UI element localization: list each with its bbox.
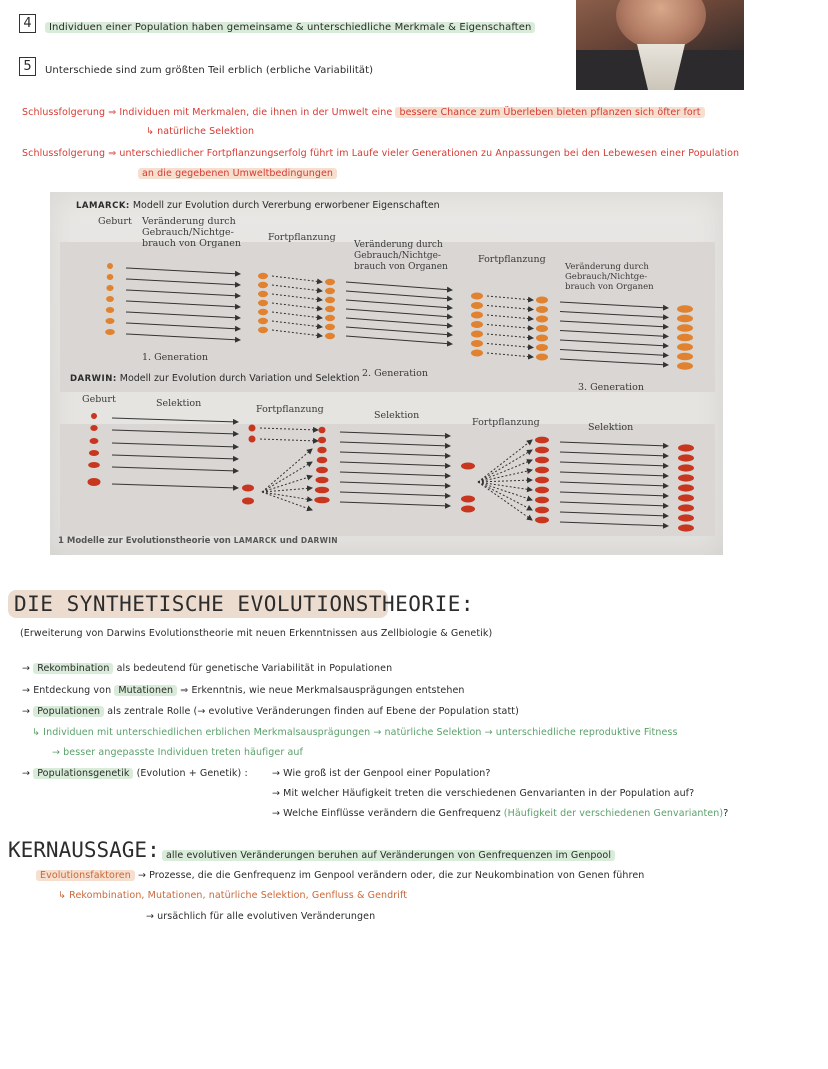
darwin-repro-arrow <box>478 482 532 500</box>
lamarck-repro-arrow <box>487 334 533 338</box>
kernaussage-statement: alle evolutiven Veränderungen beruhen auf Veränderungen von Genfrequenzen im Genpool <box>162 850 615 861</box>
darwin-selection-arrow <box>340 472 450 476</box>
darwin-gen2-dot <box>316 467 328 474</box>
item-4-number: 4 <box>19 14 36 33</box>
darwin-selection-arrow <box>560 482 668 486</box>
bullet-rekombination: → Rekombination als bedeutend für genetische Variabilität in Populationen <box>22 663 393 674</box>
lamarck-change-arrow <box>126 312 240 318</box>
darwin-survivor-large-dot <box>242 498 254 505</box>
darwin-birth-label: Geburt <box>82 394 116 405</box>
darwin-sel3-label: Selektion <box>588 422 634 433</box>
lamarck-repro2-label: Fortpflanzung <box>478 254 546 265</box>
darwin-repro-arrow <box>260 428 318 430</box>
darwin-repro-arrow <box>262 449 312 492</box>
sub-point-adapted: → besser angepasste Individuen treten häufiger auf <box>52 747 303 758</box>
conclusion-2: Schlussfolgerung ⇒ unterschiedlicher Fortpflanzungserfolg führt im Laufe vieler Generationen zu Anpassungen bei den Lebewesen einer Population <box>22 148 740 159</box>
lamarck-gen1-adult-dot <box>258 282 268 288</box>
darwin-gen2-dot <box>318 437 326 444</box>
darwin-gen3-survivor-dot <box>678 494 694 501</box>
lamarck-repro-arrow <box>272 312 322 318</box>
lamarck-change-arrow <box>346 327 452 335</box>
conclusion-1: Schlussfolgerung ⇒ Individuen mit Merkmalen, die ihnen in der Umwelt eine bessere Chance zum Überleben bieten pflanzen sich öfter fort <box>22 107 705 118</box>
lamarck-change-arrow <box>346 291 452 299</box>
darwin-selection-arrow <box>560 442 668 446</box>
item-4-text: Individuen einer Population haben gemeinsame & unterschiedliche Merkmale & Eigenschaften <box>45 22 535 33</box>
lamarck-gen1-dot <box>106 318 115 324</box>
darwin-gen3-survivor-dot <box>678 504 694 511</box>
lamarck-gen2-dot <box>325 333 335 339</box>
darwin-selection-arrow <box>340 502 450 506</box>
lamarck-gen1-label: 1. Generation <box>142 352 208 363</box>
lamarck-repro-arrow <box>272 303 322 309</box>
darwin-gen2-dot <box>317 447 326 454</box>
lamarck-repro-arrow <box>487 325 533 329</box>
lamarck-gen1-dot <box>106 296 114 302</box>
darwin-repro1-label: Fortpflanzung <box>256 404 324 415</box>
lamarck-change-arrow <box>560 350 668 356</box>
lamarck-repro-arrow <box>272 294 322 300</box>
lamarck-gen2-dot <box>325 306 335 312</box>
lamarck-gen3-adult-dot <box>677 305 693 313</box>
darwin-gen3-dot <box>535 487 549 494</box>
darwin-gen3-survivor-dot <box>678 514 694 521</box>
darwin-selection-arrow <box>560 502 668 506</box>
darwin-selection-arrow <box>112 484 238 488</box>
lamarck-gen1-adult-dot <box>258 318 268 324</box>
lamarck-change-arrow <box>126 323 240 329</box>
lamarck-change-arrow <box>346 336 452 344</box>
lamarck-change-arrow <box>346 309 452 317</box>
darwin-gen2-survivor-dot <box>461 506 475 513</box>
lamarck-repro-arrow <box>272 285 322 291</box>
darwin-sel1-label: Selektion <box>156 398 202 409</box>
item-5-text: Unterschiede sind zum größten Teil erblich (erbliche Variabilität) <box>45 65 374 76</box>
lamarck-repro-arrow <box>272 321 322 327</box>
lamarck-gen3-label: 3. Generation <box>578 382 644 393</box>
lamarck-gen3-adult-dot <box>677 343 693 351</box>
darwin-repro-arrow <box>262 492 312 510</box>
lamarck-gen3-dot <box>536 344 548 351</box>
darwin-gen3-dot <box>535 497 549 504</box>
darwin-selection-arrow <box>340 452 450 456</box>
lamarck-change-arrow <box>126 279 240 285</box>
lamarck-change-arrow <box>126 290 240 296</box>
darwin-selection-arrow <box>560 512 668 516</box>
item-5-number: 5 <box>19 57 36 76</box>
darwin-gen3-dot <box>535 437 549 444</box>
darwin-selection-arrow <box>340 462 450 466</box>
conclusion-2-cont: an die gegebenen Umweltbedingungen <box>138 168 337 179</box>
darwin-gen3-survivor-dot <box>678 454 694 461</box>
darwin-gen2-dot <box>319 427 326 434</box>
darwin-selection-arrow <box>560 522 668 526</box>
darwin-selection-arrow <box>112 430 238 434</box>
evolution-models-figure <box>50 192 723 555</box>
lamarck-change2-label: Veränderung durch Gebrauch/Nichtge- brauch von Organen <box>354 240 448 272</box>
darwin-gen1-dot <box>90 438 99 444</box>
lamarck-gen2-dot <box>325 279 335 285</box>
lamarck-gen2-adult-dot <box>471 350 483 357</box>
darwin-repro-arrow <box>478 450 532 482</box>
darwin-selection-arrow <box>112 443 238 447</box>
darwin-gen2-survivor-dot <box>461 463 475 470</box>
lamarck-gen3-adult-dot <box>677 353 693 361</box>
lamarck-repro-arrow <box>487 353 533 357</box>
darwin-gen3-dot <box>535 517 549 524</box>
lamarck-gen2-adult-dot <box>471 312 483 319</box>
question-genpool: → Wie groß ist der Genpool einer Population? <box>272 768 491 779</box>
darwin-gen1-dot <box>88 478 101 486</box>
question-frequency: → Mit welcher Häufigkeit treten die verschiedenen Genvarianten in der Population auf? <box>272 788 695 799</box>
figure-caption: 1 Modelle zur Evolutionstheorie von LAMARCK und DARWIN <box>58 536 338 546</box>
darwin-gen3-survivor-dot <box>678 444 694 451</box>
lamarck-gen1-adult-dot <box>258 309 268 315</box>
darwin-repro-arrow <box>262 462 312 492</box>
lamarck-gen3-dot <box>536 354 548 361</box>
lamarck-repro1-label: Fortpflanzung <box>268 232 336 243</box>
darwin-selection-arrow <box>560 462 668 466</box>
kernaussage-title: KERNAUSSAGE: <box>8 838 160 862</box>
lamarck-birth-label: Geburt <box>98 216 132 227</box>
question-influences: → Welche Einflüsse verändern die Genfrequenz (Häufigkeit der verschiedenen Genvarianten)? <box>272 808 729 819</box>
darwin-gen1-dot <box>89 450 99 456</box>
lamarck-gen3-dot <box>536 335 548 342</box>
lamarck-gen2-label: 2. Generation <box>362 368 428 379</box>
darwin-repro-arrow <box>478 440 532 482</box>
darwin-repro-arrow <box>478 482 532 510</box>
lamarck-gen2-adult-dot <box>471 321 483 328</box>
darwin-gen3-survivor-dot <box>678 464 694 471</box>
darwin-repro-arrow <box>260 439 318 441</box>
darwin-gen3-dot <box>535 447 549 454</box>
bullet-populationen: → Populationen als zentrale Rolle (→ evolutive Veränderungen finden auf Ebene der Population statt) <box>22 706 519 717</box>
lamarck-change-arrow <box>560 312 668 318</box>
darwin-gen1-dot <box>90 425 97 431</box>
darwin-survivor-large-dot <box>242 485 254 492</box>
lamarck-gen1-adult-dot <box>258 300 268 306</box>
evolution-diagram <box>50 192 723 555</box>
bullet-mutationen: → Entdeckung von Mutationen ⇒ Erkenntnis, wie neue Merkmalsausprägungen entstehen <box>22 685 465 696</box>
lamarck-gen3-dot <box>536 325 548 332</box>
lamarck-change-arrow <box>560 321 668 327</box>
lamarck-gen3-dot <box>536 316 548 323</box>
darwin-selection-arrow <box>340 432 450 436</box>
darwin-gen2-dot <box>314 497 329 504</box>
lamarck-gen3-dot <box>536 297 548 304</box>
portrait-photo <box>576 0 744 90</box>
darwin-gen3-dot <box>535 477 549 484</box>
darwin-sel2-label: Selektion <box>374 410 420 421</box>
lamarck-change-arrow <box>560 302 668 308</box>
lamarck-gen1-dot <box>105 329 115 335</box>
lamarck-gen2-adult-dot <box>471 331 483 338</box>
darwin-gen3-dot <box>535 507 549 514</box>
darwin-gen2-dot <box>317 457 328 464</box>
lamarck-change-arrow <box>560 331 668 337</box>
lamarck-gen2-adult-dot <box>471 293 483 300</box>
darwin-title: DARWIN: Modell zur Evolution durch Variation und Selektion <box>70 373 360 384</box>
lamarck-repro-arrow <box>487 306 533 310</box>
darwin-repro2-label: Fortpflanzung <box>472 417 540 428</box>
lamarck-change3-label: Veränderung durch Gebrauch/Nichtge- brauch von Organen <box>565 262 654 292</box>
lamarck-change-arrow <box>346 282 452 290</box>
lamarck-gen2-adult-dot <box>471 302 483 309</box>
lamarck-gen2-dot <box>325 288 335 294</box>
darwin-selection-arrow <box>112 467 238 471</box>
darwin-selection-arrow <box>112 455 238 459</box>
conclusion-1-sub: ↳ natürliche Selektion <box>146 126 255 137</box>
lamarck-gen3-adult-dot <box>677 315 693 323</box>
lamarck-change-arrow <box>126 334 240 340</box>
section-subtitle: (Erweiterung von Darwins Evolutionstheorie mit neuen Erkenntnissen aus Zellbiologie & Genetik) <box>20 628 493 639</box>
lamarck-gen1-dot <box>107 263 113 269</box>
darwin-survivor-small-dot <box>249 425 256 432</box>
lamarck-gen1-adult-dot <box>258 327 268 333</box>
darwin-selection-arrow <box>340 442 450 446</box>
darwin-gen1-dot <box>88 462 100 468</box>
darwin-selection-arrow <box>340 482 450 486</box>
darwin-repro-arrow <box>262 488 312 492</box>
lamarck-gen1-dot <box>106 285 113 291</box>
lamarck-gen3-adult-dot <box>677 362 693 370</box>
bullet-populationsgenetik: → Populationsgenetik (Evolution + Genetik) : <box>22 768 248 779</box>
darwin-gen3-survivor-dot <box>678 524 694 531</box>
evolutionsfaktoren-list: ↳ Rekombination, Mutationen, natürliche Selektion, Genfluss & Gendrift <box>58 890 408 901</box>
darwin-selection-arrow <box>560 472 668 476</box>
lamarck-repro-arrow <box>272 330 322 336</box>
lamarck-change1-label: Veränderung durch Gebrauch/Nichtge- brauch von Organen <box>142 216 242 249</box>
evolutionsfaktoren-cause: → ursächlich für alle evolutiven Veränderungen <box>146 911 376 922</box>
lamarck-repro-arrow <box>487 344 533 348</box>
lamarck-change-arrow <box>560 359 668 365</box>
darwin-gen1-dot <box>91 413 97 419</box>
darwin-gen3-dot <box>535 467 549 474</box>
lamarck-gen1-dot <box>106 307 114 313</box>
lamarck-change-arrow <box>346 300 452 308</box>
lamarck-repro-arrow <box>487 315 533 319</box>
darwin-selection-arrow <box>340 492 450 496</box>
darwin-gen3-dot <box>535 457 549 464</box>
evolutionsfaktoren-line: Evolutionsfaktoren → Prozesse, die die Genfrequenz im Genpool verändern oder, die zur Neukombination von Genen führen <box>36 870 644 881</box>
darwin-repro-arrow <box>262 492 312 500</box>
darwin-repro-arrow <box>478 460 532 482</box>
darwin-selection-arrow <box>560 492 668 496</box>
lamarck-title: LAMARCK: Modell zur Evolution durch Vererbung erworbener Eigenschaften <box>76 200 440 211</box>
lamarck-gen3-adult-dot <box>677 324 693 332</box>
lamarck-gen3-adult-dot <box>677 334 693 342</box>
lamarck-gen1-adult-dot <box>258 273 268 279</box>
darwin-selection-arrow <box>112 418 238 422</box>
lamarck-repro-arrow <box>487 296 533 300</box>
darwin-gen3-survivor-dot <box>678 474 694 481</box>
lamarck-gen1-dot <box>107 274 114 280</box>
darwin-gen2-dot <box>316 477 329 484</box>
lamarck-change-arrow <box>126 301 240 307</box>
lamarck-gen2-adult-dot <box>471 340 483 347</box>
lamarck-change-arrow <box>560 340 668 346</box>
lamarck-gen2-dot <box>325 324 335 330</box>
darwin-gen3-survivor-dot <box>678 484 694 491</box>
lamarck-gen3-dot <box>536 306 548 313</box>
lamarck-repro-arrow <box>272 276 322 282</box>
darwin-repro-arrow <box>478 482 532 520</box>
darwin-survivor-small-dot <box>249 436 256 443</box>
section-title: DIE SYNTHETISCHE EVOLUTIONSTHEORIE: <box>14 592 475 616</box>
lamarck-gen2-dot <box>325 315 335 321</box>
darwin-selection-arrow <box>560 452 668 456</box>
darwin-gen2-dot <box>315 487 329 494</box>
sub-point-selection: ↳ Individuen mit unterschiedlichen erblichen Merkmalsausprägungen → natürliche Selektion → unterschiedliche reproduktive Fitness <box>32 727 678 738</box>
lamarck-change-arrow <box>126 268 240 274</box>
lamarck-gen1-adult-dot <box>258 291 268 297</box>
lamarck-gen2-dot <box>325 297 335 303</box>
darwin-gen2-survivor-dot <box>461 496 475 503</box>
lamarck-change-arrow <box>346 318 452 326</box>
